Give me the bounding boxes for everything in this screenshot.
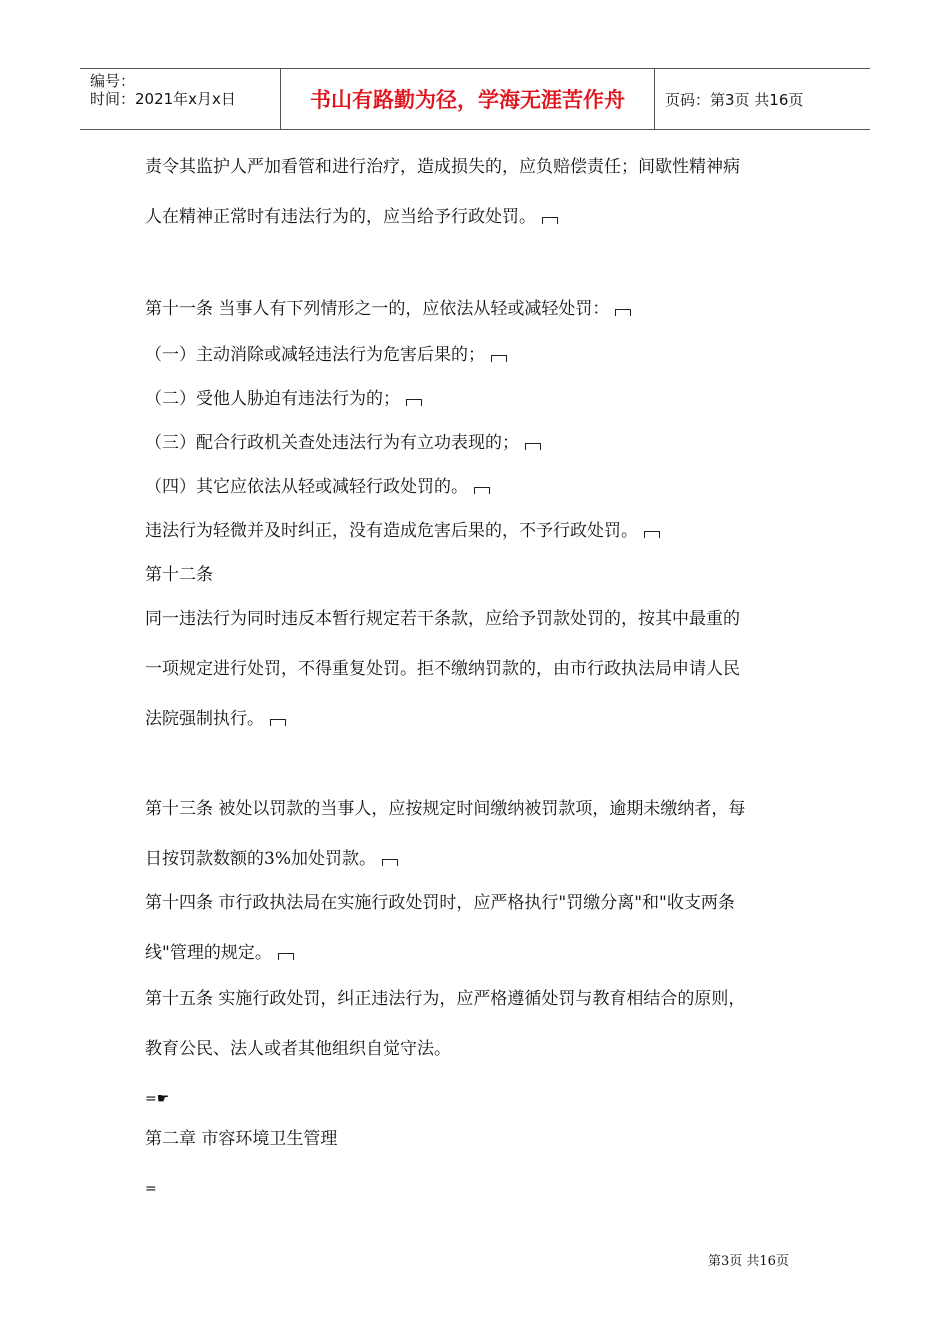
body-line: 责令其监护人严加看管和进行治疗，造成损失的，应负赔偿责任；间歇性精神病 xyxy=(145,157,740,177)
paragraph-mark-icon xyxy=(406,399,422,406)
body-line: 违法行为轻微并及时纠正，没有造成危害后果的，不予行政处罚。 xyxy=(145,520,660,542)
body-line: 同一违法行为同时违反本暂行规定若干条款，应给予罚款处罚的，按其中最重的 xyxy=(145,609,740,629)
list-item: （四）其它应依法从轻或减轻行政处罚的。 xyxy=(145,476,490,498)
chapter-heading: 第二章 市容环境卫生管理 xyxy=(145,1129,338,1149)
pointing-hand-icon: ☛ xyxy=(156,1091,170,1107)
body-line: 一项规定进行处罚，不得重复处罚。拒不缴纳罚款的，由市行政执法局申请人民 xyxy=(145,659,740,679)
article-line: 第十五条 实施行政处罚，纠正违法行为，应严格遵循处罚与教育相结合的原则， xyxy=(145,989,746,1009)
article-line: 第十一条 当事人有下列情形之一的，应依法从轻或减轻处罚： xyxy=(145,298,631,320)
body-line: 线"管理的规定。 xyxy=(145,942,294,964)
header-motto: 书山有路勤为径，学海无涯苦作舟 xyxy=(281,69,655,129)
list-item: （一）主动消除或减轻违法行为危害后果的； xyxy=(145,344,507,366)
body-line: 法院强制执行。 xyxy=(145,708,286,730)
paragraph-mark-icon xyxy=(491,355,507,362)
list-item: （二）受他人胁迫有违法行为的； xyxy=(145,388,422,410)
paragraph-mark-icon xyxy=(542,217,558,224)
paragraph-mark-icon xyxy=(525,443,541,450)
paragraph-mark-icon xyxy=(615,309,631,316)
paragraph-mark-icon xyxy=(474,487,490,494)
section-break-mark: = xyxy=(145,1181,157,1197)
paragraph-mark-icon xyxy=(270,719,286,726)
body-line: 教育公民、法人或者其他组织自觉守法。 xyxy=(145,1039,451,1059)
article-line: 第十三条 被处以罚款的当事人，应按规定时间缴纳被罚款项，逾期未缴纳者，每 xyxy=(145,799,746,819)
article-line: 第十二条 xyxy=(145,565,213,585)
paragraph-mark-icon xyxy=(644,531,660,538)
section-break-mark: =☛ xyxy=(145,1091,170,1107)
list-item: （三）配合行政机关查处违法行为有立功表现的； xyxy=(145,432,541,454)
paragraph-mark-icon xyxy=(278,953,294,960)
header-meta xyxy=(80,69,281,129)
header-page-info: 页码：第3页 共16页 xyxy=(665,90,804,109)
number-label: 编号： xyxy=(90,72,136,90)
body-line: 日按罚款数额的3%加处罚款。 xyxy=(145,848,398,870)
time-label: 时间：2021年x月x日 xyxy=(90,90,236,108)
page-header xyxy=(80,68,870,130)
paragraph-mark-icon xyxy=(382,859,398,866)
page-footer: 第3页 共16页 xyxy=(708,1254,789,1269)
article-line: 第十四条 市行政执法局在实施行政处罚时，应严格执行"罚缴分离"和"收支两条 xyxy=(145,893,735,913)
body-line: 人在精神正常时有违法行为的，应当给予行政处罚。 xyxy=(145,206,558,228)
